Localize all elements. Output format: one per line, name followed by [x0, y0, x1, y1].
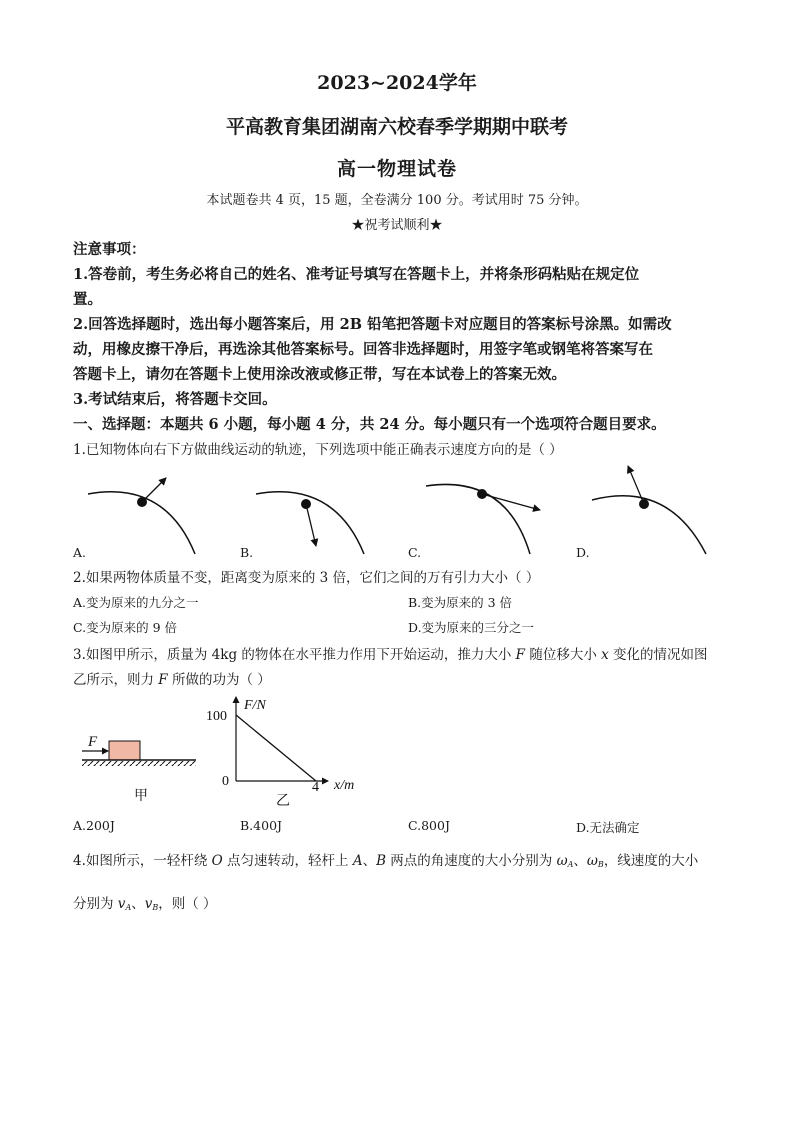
q4-text-6: ，则（ ）: [158, 896, 217, 912]
q1-option-c-figure: [426, 484, 540, 554]
q3-option-a: A.200J: [73, 818, 115, 833]
q3-jia-caption: 甲: [134, 789, 148, 804]
q1-option-b: B.: [240, 545, 254, 560]
notice-item-1: 1.答卷前，考生务必将自己的姓名、准考证号填写在答题卡上，并将条形码粘贴在规定位: [73, 266, 640, 283]
exam-year: 2023~2024学年: [317, 72, 477, 94]
q4-v-b-sub: B: [152, 903, 159, 912]
q1-option-c: C.: [408, 545, 422, 560]
q3-option-d: D.无法确定: [576, 820, 640, 835]
q2-option-c: C.变为原来的 9 倍: [73, 620, 177, 635]
q3-var-f-2: F: [158, 672, 168, 688]
q4-v-a: v: [117, 896, 126, 912]
q3-origin: 0: [222, 774, 229, 789]
notice-item-2: 2.回答选择题时，选出每小题答案后，用 2B 铅笔把答题卡对应题目的答案标号涂黑。如需改: [73, 316, 672, 333]
q4-var-o: O: [211, 853, 223, 869]
q4-omega-b: ω: [586, 853, 598, 869]
q4-omega-b-sub: B: [597, 860, 604, 869]
q3-stem-line1: [73, 643, 708, 663]
exam-intro: 本试题卷共 4 页，15 题，全卷满分 100 分。考试用时 75 分钟。: [206, 193, 588, 208]
q4-stem-line1: [73, 849, 698, 869]
q1-stem: 1.已知物体向右下方做曲线运动的轨迹，下列选项中能正确表示速度方向的是（ ）: [73, 442, 563, 458]
q3-stem-text-4: 乙所示，则力: [73, 672, 159, 688]
q3-stem-text: 3.如图甲所示，质量为 4kg 的物体在水平推力作用下开始运动，推力大小: [73, 647, 516, 663]
q3-stem-line2: [73, 668, 271, 688]
q4-sep-1: 、: [362, 853, 377, 869]
notice-item-3: 3.考试结束后，将答题卡交回。: [73, 391, 277, 408]
q3-jia-force-label: F: [88, 734, 98, 750]
q3-option-b: B.400J: [240, 818, 283, 833]
subject-title: 高一物理试卷: [336, 158, 457, 180]
q1-option-a: A.: [73, 545, 87, 560]
q3-stem-text-5: 所做的功为（ ）: [167, 672, 271, 688]
q3-yi-caption: 乙: [276, 794, 290, 809]
q3-option-c: C.800J: [408, 818, 450, 833]
q4-text-3: 两点的角速度的大小分别为: [386, 853, 557, 869]
q4-text-4: ，线速度的大小: [603, 853, 699, 869]
q2-option-a: A.变为原来的九分之一: [73, 595, 199, 610]
q1-option-d-figure: [592, 466, 706, 554]
q4-stem-line2: [73, 892, 217, 912]
q3-var-f: F: [515, 647, 526, 663]
q4-var-b: B: [376, 853, 387, 869]
q4-omega-a: ω: [556, 853, 568, 869]
q3-x-axis-label: x/m: [334, 778, 355, 793]
q4-sep-2: 、: [573, 853, 587, 869]
q3-block: [109, 741, 140, 760]
q3-figure-jia: [78, 728, 198, 808]
notice-item-2-cont: 动，用橡皮擦干净后，再选涂其他答案标号。回答非选择题时，用签字笔或钢笔将答案写在: [73, 341, 653, 358]
q4-omega-a-sub: A: [567, 860, 574, 869]
q2-stem: 2.如果两物体质量不变，距离变为原来的 3 倍，它们之间的万有引力大小（ ）: [73, 570, 540, 586]
q3-var-x: x: [601, 647, 609, 663]
q4-var-a: A: [352, 853, 363, 869]
notice-item-1-cont: 置。: [73, 291, 102, 308]
exam-wish: ★祝考试顺利★: [351, 218, 443, 233]
notice-heading: 注意事项：: [73, 241, 146, 258]
q3-x-value: 4: [312, 780, 319, 795]
q3-y-axis-label: F/N: [244, 698, 266, 713]
section-heading: 一、选择题：本题共 6 小题，每小题 4 分，共 24 分。每小题只有一个选项符合题目要求。: [73, 416, 666, 433]
q4-text-5: 分别为: [73, 896, 118, 912]
q1-option-a-figure: [88, 478, 195, 554]
q3-figure-yi: [200, 693, 380, 811]
q4-text-1: 4.如图所示，一轻杆绕: [73, 853, 212, 869]
q1-option-b-figure: [256, 492, 364, 554]
q2-option-d: D.变为原来的三分之一: [408, 620, 535, 635]
q1-figures: [70, 460, 730, 560]
q3-y-value: 100: [206, 709, 227, 724]
exam-title: 平高教育集团湖南六校春季学期期中联考: [225, 116, 568, 138]
q4-sep-3: 、: [131, 896, 145, 912]
q3-stem-text-2: 随位移大小: [525, 647, 602, 663]
q4-v-b: v: [144, 896, 153, 912]
q4-text-2: 点匀速转动，轻杆上: [222, 853, 353, 869]
notice-item-2-cont2: 答题卡上，请勿在答题卡上使用涂改液或修正带，写在本试卷上的答案无效。: [73, 366, 566, 383]
q4-v-a-sub: A: [125, 903, 132, 912]
q3-stem-text-3: 变化的情况如图: [608, 647, 708, 663]
q2-option-b: B.变为原来的 3 倍: [408, 595, 513, 610]
q1-option-d: D.: [576, 545, 590, 560]
